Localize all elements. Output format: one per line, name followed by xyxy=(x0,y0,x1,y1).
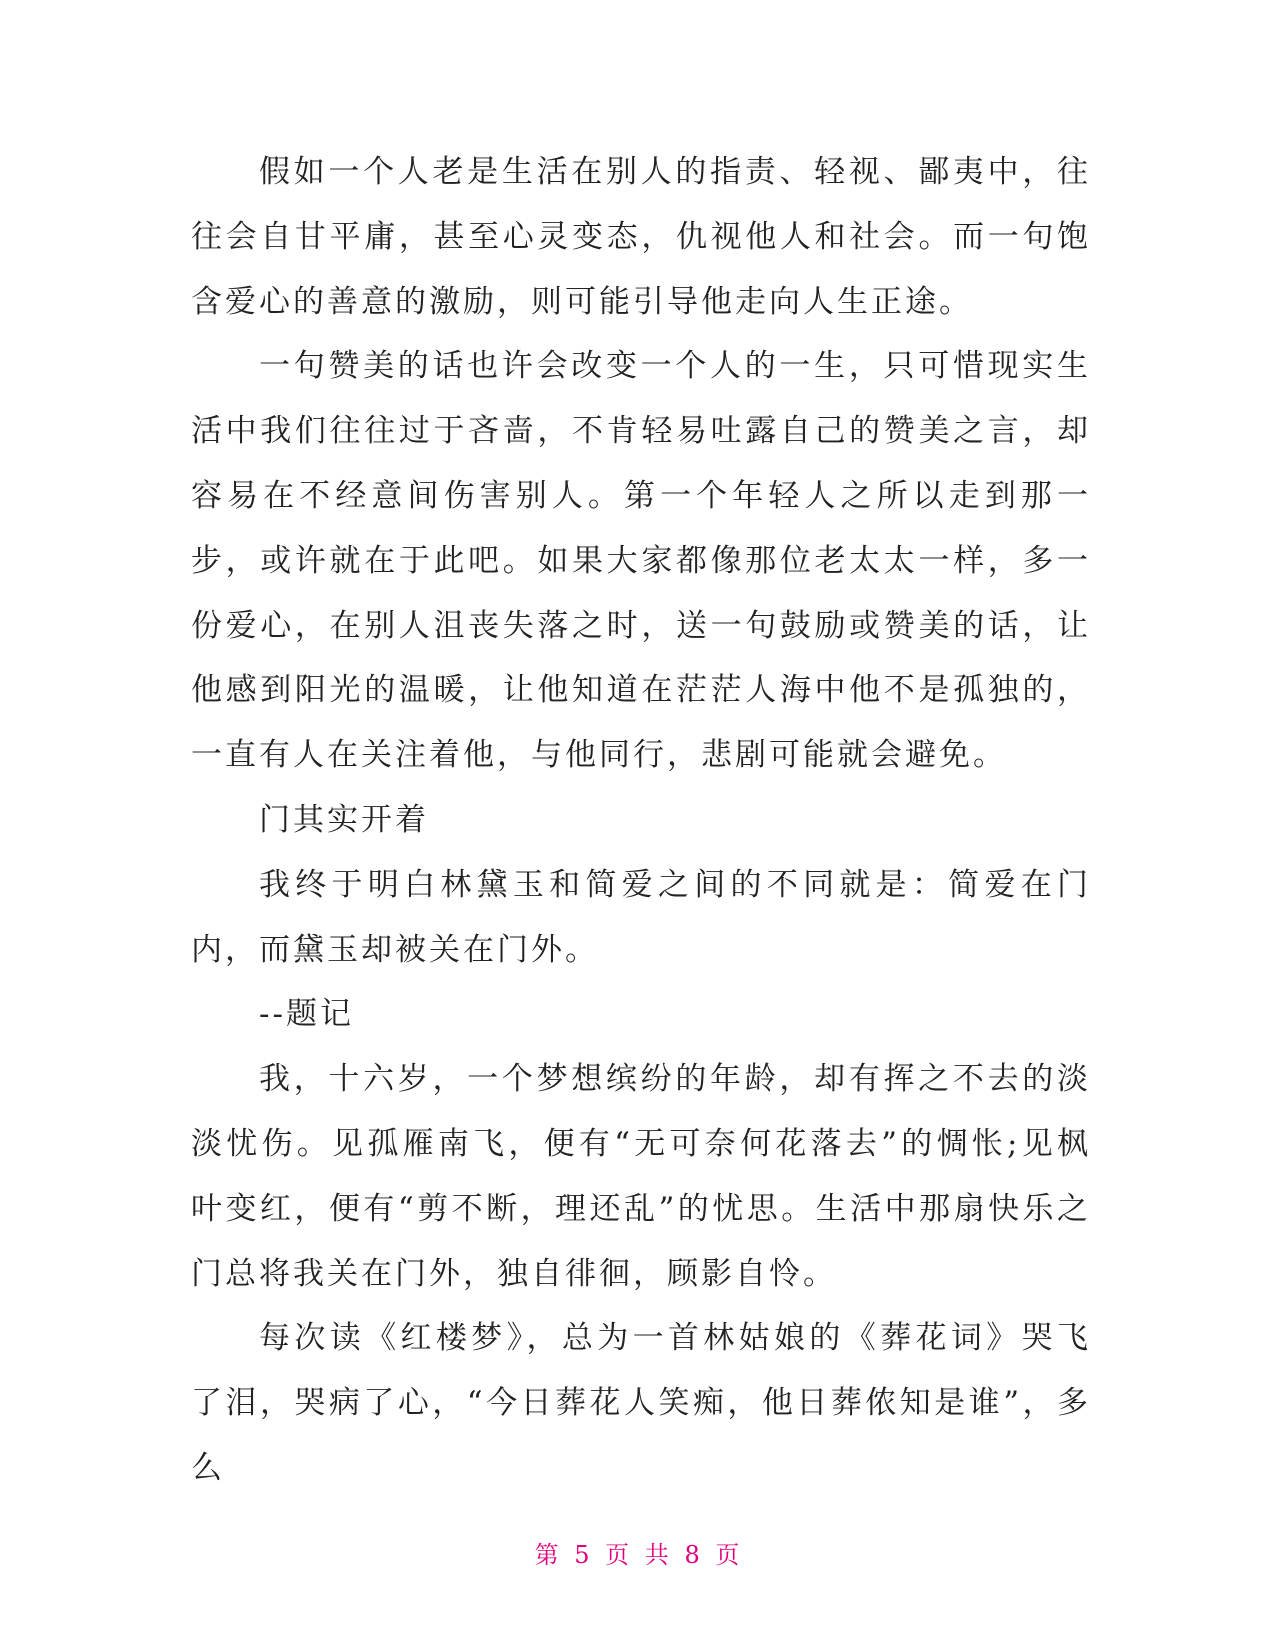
paragraph-sixteen: 我，十六岁，一个梦想缤纷的年龄，却有挥之不去的淡淡忧伤。见孤雁南飞，便有“无可奈何花落去”的惆怅;见枫叶变红，便有“剪不断，理还乱”的忧思。生活中那扇快乐之门总将我关在门外，独自徘徊，顾影自怜。 xyxy=(191,1061,1091,1292)
essay-title: 门其实开着 xyxy=(259,801,429,838)
page-number-footer: 第 5 页 共 8 页 xyxy=(534,1541,741,1569)
epigraph-attribution: --题记 xyxy=(259,996,354,1033)
document-body xyxy=(191,140,1091,1501)
paragraph-praise-changes-life: 一句赞美的话也许会改变一个人的一生，只可惜现实生活中我们往往过于吝啬，不肯轻易吐露自己的赞美之言，却容易在不经意间伤害别人。第一个年轻人之所以走到那一步，或许就在于此吧。如果大家都像那位老太太一样，多一份爱心，在别人沮丧失落之时，送一句鼓励或赞美的话，让他感到阳光的温暖，让他知道在茫茫人海中他不是孤独的，一直有人在关注着他，与他同行，悲剧可能就会避免。 xyxy=(191,348,1091,774)
paragraph-praise-encouragement: 假如一个人老是生活在别人的指责、轻视、鄙夷中，往往会自甘平庸，甚至心灵变态，仇视他人和社会。而一句饱含爱心的善意的激励，则可能引导他走向人生正途。 xyxy=(191,154,1091,320)
paragraph-red-chamber: 每次读《红楼梦》，总为一首林姑娘的《葬花词》哭飞了泪，哭病了心，“今日葬花人笑痴，他日葬侬知是谁”，多么 xyxy=(191,1320,1091,1486)
paragraph-epigraph: 我终于明白林黛玉和简爱之间的不同就是：简爱在门内，而黛玉却被关在门外。 xyxy=(191,866,1091,968)
